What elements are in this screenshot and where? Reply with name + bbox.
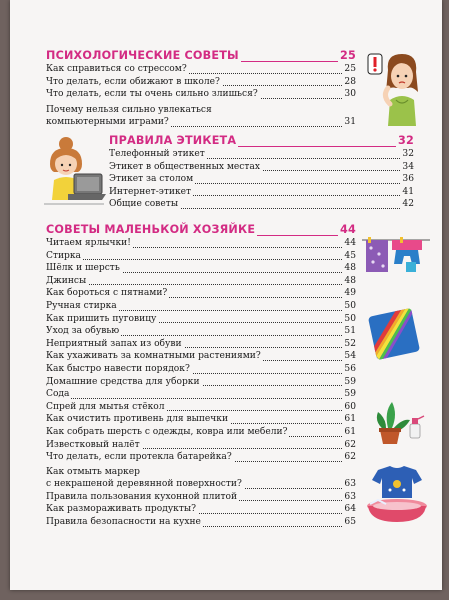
section-title [46,48,356,63]
entry-page: 34 [402,161,414,172]
entry-page: 54 [344,351,356,362]
entry-page: 25 [344,64,356,74]
entry-page: 60 [344,401,356,412]
entry-page: 31 [344,117,356,128]
toc-entry[interactable] [46,426,356,439]
houseplant-spray-illustration [370,394,426,446]
toc-entry-line1[interactable] [46,104,356,117]
entry-page: 48 [344,263,356,274]
entry-page: 64 [344,504,356,515]
entry-page: 62 [344,452,356,463]
entry-page: 28 [344,76,356,87]
toc-entry[interactable] [46,401,356,414]
section-psychological [46,48,356,129]
toc-entry[interactable] [46,287,356,300]
sponge-illustration [366,306,422,362]
entry-text: Как справиться со стрессом? [46,64,187,74]
toc-entry[interactable] [109,148,414,161]
entry-page: 61 [344,426,356,437]
toc-entry[interactable] [46,63,356,76]
entry-text: Правила безопасности на кухне [46,517,201,528]
entry-page: 32 [402,149,414,159]
toc-entry[interactable] [46,516,356,529]
section-title [46,222,356,237]
entry-text: Как размораживать продукты? [46,504,197,515]
entry-text: Как пришить пуговицу [46,313,157,324]
entry-page: 62 [344,439,356,450]
section-page-number: 25 [340,49,356,62]
entry-page: 50 [344,313,356,324]
section-page-number: 44 [340,223,356,236]
toc-entry[interactable] [46,503,356,516]
toc-entry[interactable] [109,186,414,199]
entry-text: компьютерными играми? [46,117,169,128]
entry-text: с некрашеной деревянной поверхности? [46,479,242,490]
book-page [10,0,442,590]
entry-text: Известковый налёт [46,439,140,450]
toc-entry[interactable] [46,76,356,89]
girl-laptop-illustration [40,134,108,210]
entry-text: Как быстро навести порядок? [46,363,190,374]
entry-page: 63 [344,479,356,490]
entry-text: Как бороться с пятнами? [46,288,168,299]
entry-text: Как собрать шерсть с одежды, ковра или мебели? [46,426,288,437]
entry-page: 48 [344,275,356,286]
toc-entry[interactable] [46,350,356,363]
toc-entry[interactable] [46,439,356,452]
toc-entry-line2[interactable] [46,478,356,491]
entry-page: 65 [344,517,356,528]
toc-entry[interactable] [109,161,414,174]
entry-text: Почему нельзя сильно увлекаться [46,104,212,115]
entry-text: Интернет-этикет [109,186,192,197]
entry-text: Что делать, если протекла батарейка? [46,452,232,463]
laundry-basin-illustration [362,464,432,526]
toc-entry[interactable] [46,88,356,101]
toc-entry[interactable] [46,237,356,250]
entry-page: 36 [402,174,414,185]
toc-entry[interactable] [46,313,356,326]
entry-page: 56 [344,363,356,374]
section-page-number: 32 [398,134,414,147]
entry-text: Читаем ярлычки! [46,238,131,248]
entry-text: Сода [46,389,70,400]
entry-text: Шёлк и шерсть [46,263,120,274]
entry-text: Что делать, если обижают в школе? [46,76,220,87]
entry-text: Уход за обувью [46,326,120,337]
entry-page: 61 [344,414,356,425]
laundry-line-illustration [360,232,432,282]
toc-entry[interactable] [109,198,414,211]
entry-text: Этикет за столом [109,174,194,185]
entry-page: 30 [344,89,356,100]
entry-text: Правила пользования кухонной плитой [46,491,238,502]
section-title-text: ПСИХОЛОГИЧЕСКИЕ СОВЕТЫ [46,49,239,62]
entry-text: Ручная стирка [46,300,117,311]
entry-text: Спрей для мытья стёкол [46,401,165,412]
toc-entry[interactable] [46,275,356,288]
entry-text: Как ухаживать за комнатными растениями? [46,351,261,362]
toc-entry[interactable] [46,451,356,464]
toc-entry-line2[interactable] [46,116,356,129]
girl-worried-illustration [366,48,426,128]
toc-entry[interactable] [46,338,356,351]
entry-text: Этикет в общественных местах [109,161,260,172]
entry-page: 42 [402,199,414,210]
toc-entry[interactable] [46,413,356,426]
section-title-text: ПРАВИЛА ЭТИКЕТА [109,134,237,147]
toc-entry[interactable] [46,300,356,313]
toc-entry[interactable] [46,376,356,389]
entry-text: Как отмыть маркер [46,466,140,477]
entry-page: 41 [402,186,414,197]
entry-page: 51 [344,326,356,337]
section-housekeeping [46,222,356,529]
entry-page: 44 [344,238,356,248]
entry-page: 63 [344,491,356,502]
entry-page: 50 [344,300,356,311]
section-title-text: СОВЕТЫ МАЛЕНЬКОЙ ХОЗЯЙКЕ [46,223,256,236]
entry-page: 45 [344,250,356,261]
section-etiquette [109,133,414,211]
toc-entry[interactable] [109,173,414,186]
entry-page: 59 [344,389,356,400]
entry-text: Что делать, если ты очень сильно злишься? [46,89,258,100]
toc-entry[interactable] [46,262,356,275]
entry-text: Как очистить противень для выпечки [46,414,229,425]
entry-page: 49 [344,288,356,299]
entry-page: 59 [344,376,356,387]
toc-entry[interactable] [46,363,356,376]
exclamation-icon [368,54,382,74]
entry-text: Телефонный этикет [109,149,205,159]
entry-text: Домашние средства для уборки [46,376,200,387]
toc-entry[interactable] [46,325,356,338]
section-title [109,133,414,148]
entry-page: 52 [344,338,356,349]
entry-text: Общие советы [109,199,179,210]
entry-text: Неприятный запах из обуви [46,338,182,349]
toc-entry[interactable] [46,491,356,504]
toc-entry-line1[interactable] [46,466,356,479]
entry-text: Джинсы [46,275,87,286]
toc-entry[interactable] [46,388,356,401]
entry-text: Стирка [46,250,81,261]
toc-entry[interactable] [46,250,356,263]
